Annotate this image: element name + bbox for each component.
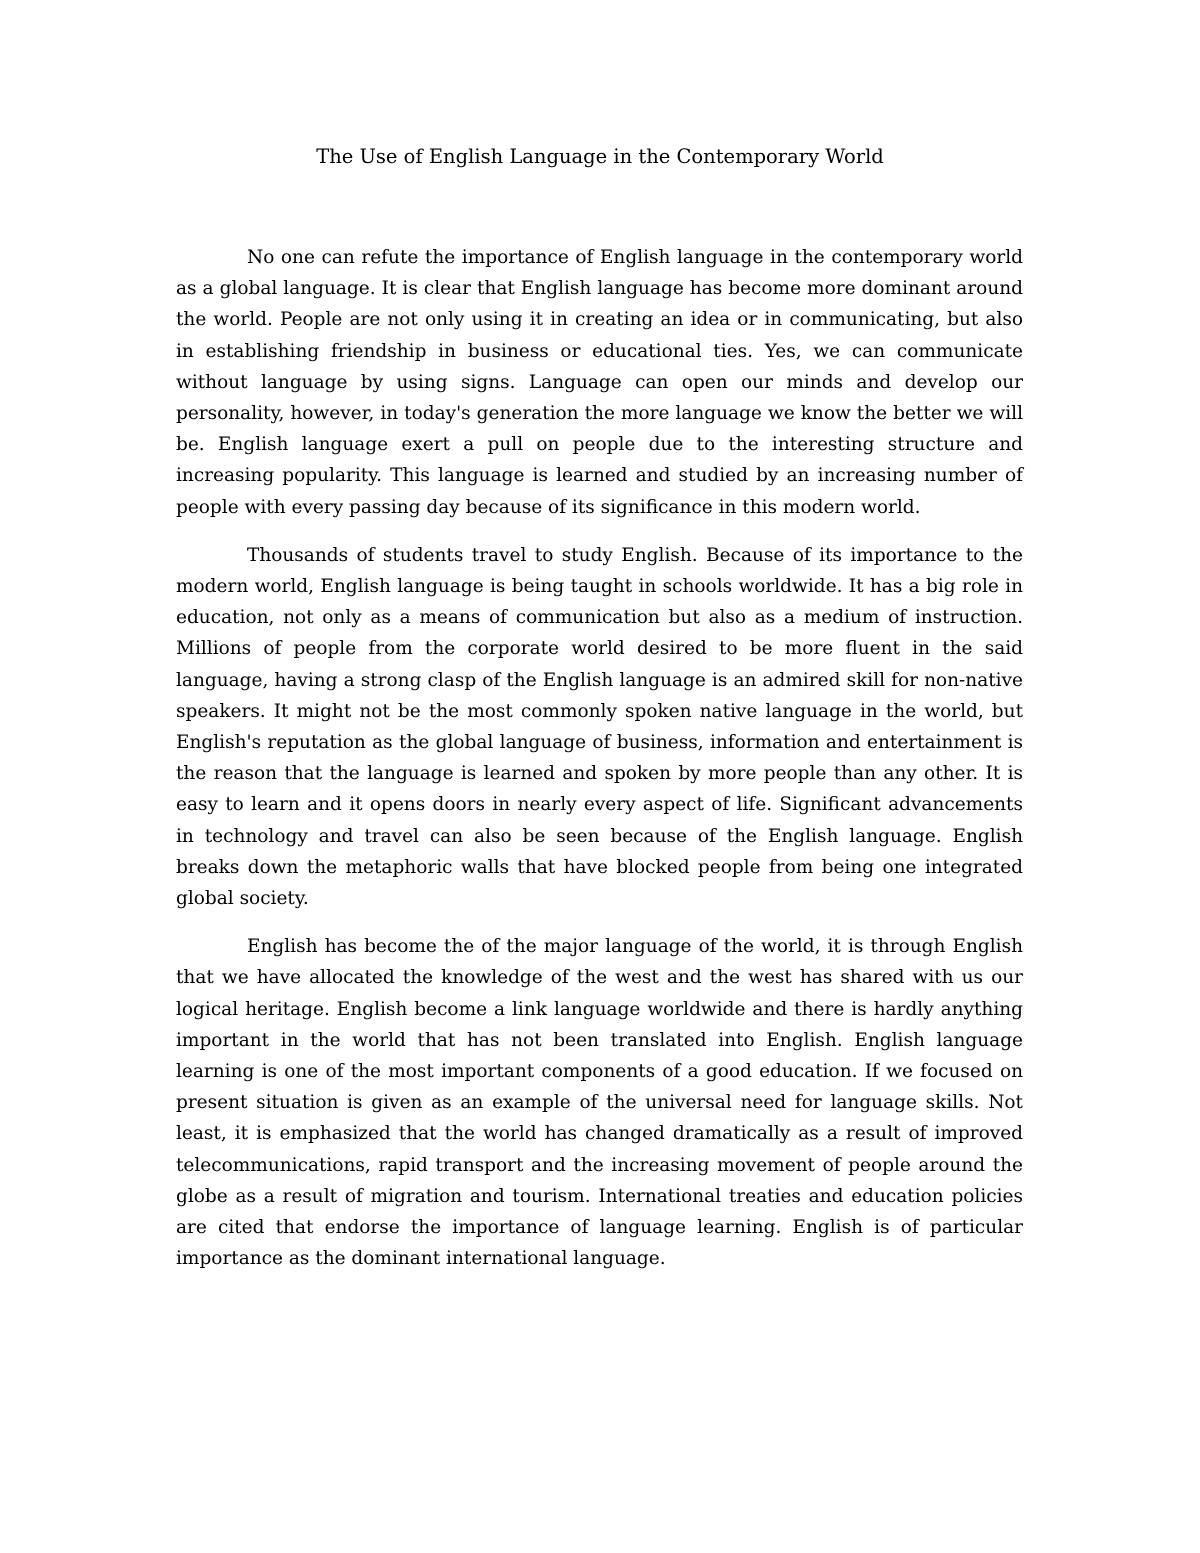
- paragraph-1: No one can refute the importance of English language in the contemporary world as a global language. It is clear that English language has become more dominant around the world. People are not only using it in creating an idea or in communicating, but also in establishing friendship in business or educational ties. Yes, we can communicate without language by using signs. Language can open our minds and develop our personality, however, in today's generation the more language we know the better we will be. English language exert a pull on people due to the interesting structure and increasing popularity. This language is learned and studied by an increasing number of people with every passing day because of its significance in this modern world.: [176, 247, 1023, 518]
- paragraph-3: English has become the of the major language of the world, it is through English that we have allocated the knowledge of the west and the west has shared with us our logical heritage. English become a link language worldwide and there is hardly anything important in the world that has not been translated into English. English language learning is one of the most important components of a good education. If we focused on present situation is given as an example of the universal need for language skills. Not least, it is emphasized that the world has changed dramatically as a result of improved telecommunications, rapid transport and the increasing movement of people around the globe as a result of migration and tourism. International treaties and education policies are cited that endorse the importance of language learning. English is of particular importance as the dominant international language.: [176, 936, 1023, 1270]
- document-title: The Use of English Language in the Contemporary World: [316, 145, 884, 168]
- document-body: [176, 242, 1023, 1292]
- paragraph-2: Thousands of students travel to study English. Because of its importance to the modern world, English language is being taught in schools worldwide. It has a big role in education, not only as a means of communication but also as a medium of instruction. Millions of people from the corporate world desired to be more fluent in the said language, having a strong clasp of the English language is an admired skill for non-native speakers. It might not be the most commonly spoken native language in the world, but English's reputation as the global language of business, information and entertainment is the reason that the language is learned and spoken by more people than any other. It is easy to learn and it opens doors in nearly every aspect of life. Significant advancements in technology and travel can also be seen because of the English language. English breaks down the metaphoric walls that have blocked people from being one integrated global society.: [176, 544, 1023, 910]
